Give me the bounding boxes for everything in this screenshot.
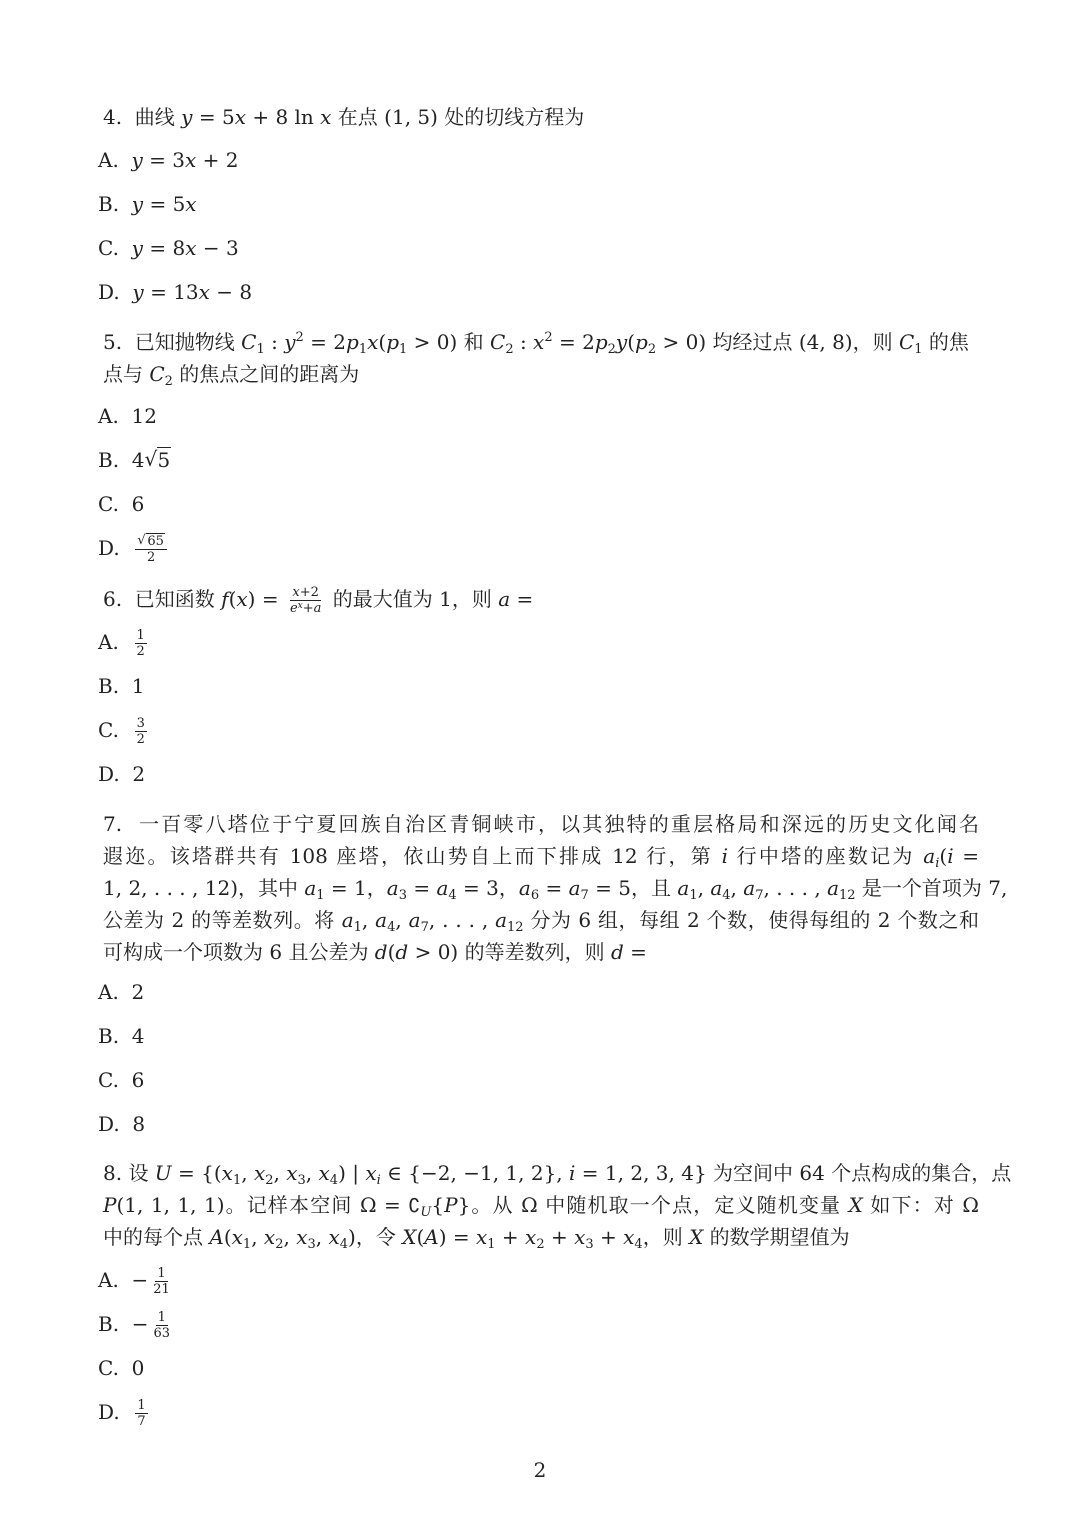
question-8 [103, 1157, 1012, 1253]
question-8-stem-line-3: 中的每个点 $A(x_1$, $x_2$, $x_3$, $x_4$)，令 $X(A) = x_1 + x_2 + x_3 + x_4$，则 X 的数学期望值为 [103, 1225, 850, 1252]
question-6-option-b[interactable]: B. 1 [98, 674, 145, 698]
question-6 [103, 583, 979, 615]
question-4-option-c[interactable]: C. y = 8x − 3 [98, 236, 239, 260]
question-7-stem-line-2: 遐迩。该塔群共有 108 座塔，依山势自上而下排成 12 行，第 i 行中塔的座数记为 $a_i(i$ = [103, 844, 979, 871]
question-4-option-d[interactable]: D. y = 13x − 8 [98, 280, 253, 304]
question-7-stem-line-3: 1, 2, . . . , 12)，其中 $a_1 = 1$，$a_3 = a_4 = 3$，$a_6 = a_7 = 5$，且 $a_1$, $a_4$, $a_7$, . . . , $a_{12}$ 是一个首项为 7, [103, 876, 1008, 903]
question-7 [103, 808, 1008, 968]
question-5-option-c[interactable]: C. 6 [98, 492, 145, 516]
question-7-option-d[interactable]: D. 8 [98, 1112, 146, 1136]
question-8-option-b[interactable]: B. − $\frac{1}{63}$ [98, 1310, 171, 1341]
page-number: 2 [533, 1458, 547, 1482]
question-8-stem-line-2: P(1, 1, 1, 1)。记样本空间 $\Omega = ∁_U\{P\}$。从 Ω 中随机取一个点，定义随机变量 X 如下：对 Ω [103, 1193, 980, 1220]
question-8-stem-line-1: 8. 设 $U = \{(x_1$, $x_2$, $x_3$, $x_4$) | $x_i$ ∈ {−2, −1, 1, 2}, i = 1, 2, 3, 4} 为空间中 64 个点构成的集合，点 [103, 1161, 1012, 1188]
question-8-option-d[interactable]: D. $\frac{1}{7}$ [98, 1398, 146, 1429]
question-8-option-c[interactable]: C. 0 [98, 1356, 145, 1380]
question-6-option-d[interactable]: D. 2 [98, 762, 146, 786]
question-6-option-a[interactable]: A. $\frac{1}{2}$ [98, 628, 145, 659]
question-5 [103, 326, 979, 390]
question-6-stem-line-1: 6. 已知函数 f(x) = $\frac{x+2}{e^x+a}$ 的最大值为 1，则 a = [103, 585, 534, 616]
question-4-stem-line-1: 4. 曲线 y = 5x + 8 ln x 在点 (1, 5) 处的切线方程为 [103, 105, 585, 129]
question-5-stem-line-2: 点与 $C_2$ 的焦点之间的距离为 [103, 362, 360, 389]
question-4-option-a[interactable]: A. y = 3x + 2 [98, 148, 239, 172]
question-4 [103, 101, 979, 133]
question-7-stem-line-1: 7. 一百零八塔位于宁夏回族自治区青铜峡市，以其独特的重层格局和深远的历史文化闻名 [103, 812, 979, 836]
question-5-stem-line-1: 5. 已知抛物线 $C_1$ : $y^2 = 2p_1x(p_1 > 0)$ 和 $C_2$ : $x^2 = 2p_2y(p_2 > 0)$ 均经过点 (4, 8)，则 $C_1$ 的焦 [103, 330, 969, 357]
question-8-option-a[interactable]: A. − $\frac{1}{21}$ [98, 1266, 170, 1297]
question-7-option-c[interactable]: C. 6 [98, 1068, 145, 1092]
question-6-option-c[interactable]: C. $\frac{3}{2}$ [98, 716, 145, 747]
question-7-stem-line-5: 可构成一个项数为 6 且公差为 d(d > 0) 的等差数列，则 d = [103, 940, 647, 964]
question-5-option-d[interactable]: D. √ $\frac{65}{2}$ [98, 532, 974, 564]
question-5-option-b[interactable]: B. 4√ 5 [98, 444, 974, 476]
question-5-option-a[interactable]: A. 12 [98, 404, 157, 428]
question-7-option-b[interactable]: B. 4 [98, 1024, 145, 1048]
question-4-option-b[interactable]: B. y = 5x [98, 192, 197, 216]
question-number: 4. [103, 105, 123, 129]
question-7-stem-line-4: 公差为 2 的等差数列。将 $a_1$, $a_4$, $a_7$, . . . , $a_{12}$ 分为 6 组，每组 2 个数，使得每组的 2 个数之和 [103, 908, 979, 935]
question-7-option-a[interactable]: A. 2 [98, 980, 145, 1004]
